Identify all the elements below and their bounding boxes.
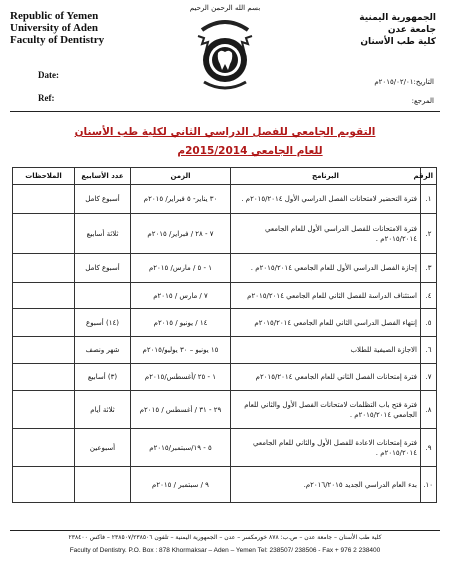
header-divider [10,111,440,112]
col-header-num: الرقم [421,168,437,185]
row-num: ٦. [421,337,437,364]
row-num: ٧. [421,364,437,391]
row-program: إجازة الفصل الدراسي الأول للعام الجامعي ٢٠١٥/٢٠١٤م . [231,254,421,283]
english-letterhead [10,10,104,46]
faculty-emblem-logo [196,12,254,96]
col-header-duration: عدد الأسابيع [75,168,131,185]
col-header-notes: الملاحظات [13,168,75,185]
row-duration: ثلاثة أيام [75,391,131,429]
ar-faculty: كلية طب الأسنان [360,37,436,47]
ar-ref: المرجع: [411,97,434,105]
row-notes [13,364,75,391]
row-notes [13,337,75,364]
footer-english-address: Faculty of Dentistry. P.O. Box : 878 Khormaksar – Aden – Yemen Tel: 238507/ 238506 - Fax + 976 2 238400 [69,547,381,554]
table-row [13,391,437,429]
document-subtitle: للعام الجامعي 2015/2014م [177,145,323,157]
row-date: ٩ / سبتمبر / ٢٠١٥م [131,467,231,503]
row-program: فترة إمتحانات الاعادة للفصل الأول والثاني للعام الجامعي ٢٠١٥/٢٠١٤م . [231,429,421,467]
row-duration: شهر ونصف [75,337,131,364]
ar-date: التاريخ:٢٠١٥/٠٢/٠١م [374,78,434,86]
row-notes [13,467,75,503]
arabic-letterhead [359,12,436,48]
en-university: University of Aden [10,22,98,34]
row-num: ٨. [421,391,437,429]
row-date: ١ - ٢٥ /أغسطس/٢٠١٥م [131,364,231,391]
row-notes [13,283,75,309]
en-country: Republic of Yemen [10,10,99,22]
row-date: ١٤ / يونيو / ٢٠١٥م [131,309,231,337]
document-title: التقويم الجامعي للفصل الدراسي الثاني لكلية طب الأسنان [74,126,376,138]
row-date: ٣٠ يناير- ٥ فبراير/ ٢٠١٥م [131,185,231,214]
row-num: ١. [421,185,437,214]
row-duration: أسبوع كامل [75,254,131,283]
table-row [13,185,437,214]
table-row [13,429,437,467]
en-faculty: Faculty of Dentistry [10,34,105,46]
ar-country: الجمهورية اليمنية [359,13,436,23]
col-header-program: البرنامج [231,168,421,185]
row-num: ١٠. [421,467,437,503]
row-duration: أسبوعين [75,429,131,467]
table-row [13,214,437,254]
row-date: ١٥ يونيو – ٣٠ يوليو/٢٠١٥م [131,337,231,364]
row-program: إنتهاء الفصل الدراسي الثاني للعام الجامعي ٢٠١٥/٢٠١٤م [231,309,421,337]
row-notes [13,185,75,214]
row-date: ٥ - ١٩/سبتمبر/٢٠١٥م [131,429,231,467]
row-program: بدء العام الدراسي الجديد ٢٠١٦/٢٠١٥م. [231,467,421,503]
row-program: فترة إمتحانات الفصل الثاني للعام الجامعي ٢٠١٥/٢٠١٤م [231,364,421,391]
row-program: استئناف الدراسة للفصل الثاني للعام الجامعي ٢٠١٥/٢٠١٤م [231,283,421,309]
table-header-row [13,168,437,185]
row-duration [75,283,131,309]
row-date: ١ - ٥ / مارس/ ٢٠١٥م [131,254,231,283]
basmala: بسم الله الرحمن الرحيم [189,4,261,12]
table-row [13,467,437,503]
academic-calendar-table [12,167,437,503]
row-notes [13,391,75,429]
row-date: ٧ / مارس / ٢٠١٥م [131,283,231,309]
row-notes [13,309,75,337]
row-num: ٢. [421,214,437,254]
row-notes [13,254,75,283]
row-date: ٢٩ - ٣١ / أغسطس / ٢٠١٥م [131,391,231,429]
row-duration: (٣) أسابيع [75,364,131,391]
row-duration: ثلاثة أسابيع [75,214,131,254]
row-program: الاجازة الصيفية للطلاب [231,337,421,364]
row-duration: (١٤) أسبوع [75,309,131,337]
row-notes [13,214,75,254]
row-num: ٥. [421,309,437,337]
table-row [13,364,437,391]
row-num: ٤. [421,283,437,309]
ar-university: جامعة عدن [387,25,436,35]
row-num: ٩. [421,429,437,467]
row-duration [75,467,131,503]
ref-label: Ref: [38,93,55,103]
table-row [13,254,437,283]
row-notes [13,429,75,467]
table-row [13,309,437,337]
row-program: فترة الامتحانات للفصل الدراسي الأول للعام الجامعي ٢٠١٥/٢٠١٤م . [231,214,421,254]
row-date: ٧ - ٢٨ / فبراير/ ٢٠١٥م [131,214,231,254]
col-header-date: الزمن [131,168,231,185]
footer-divider [10,530,440,531]
row-program: فترة التحضير لامتحانات الفصل الدراسي الأول ٢٠١٥/٢٠١٤م . [231,185,421,214]
row-num: ٣. [421,254,437,283]
table-row [13,337,437,364]
row-duration: أسبوع كامل [75,185,131,214]
footer-arabic-address: كلية طب الأسنان – جامعة عدن – ص.ب: ٨٧٨ خورمكسر – عدن – الجمهورية اليمنية – تلفون ٢٣٨٥٠٧/٢٣٨٥٠٦ – فاكس ٢٣٨٤٠٠ [68,534,382,541]
row-program: فترة فتح باب التظلمات لامتحانات الفصل الأول والثاني للعام الجامعي ٢٠١٥/٢٠١٤م . [231,391,421,429]
table-row [13,283,437,309]
date-label: Date: [38,70,59,80]
